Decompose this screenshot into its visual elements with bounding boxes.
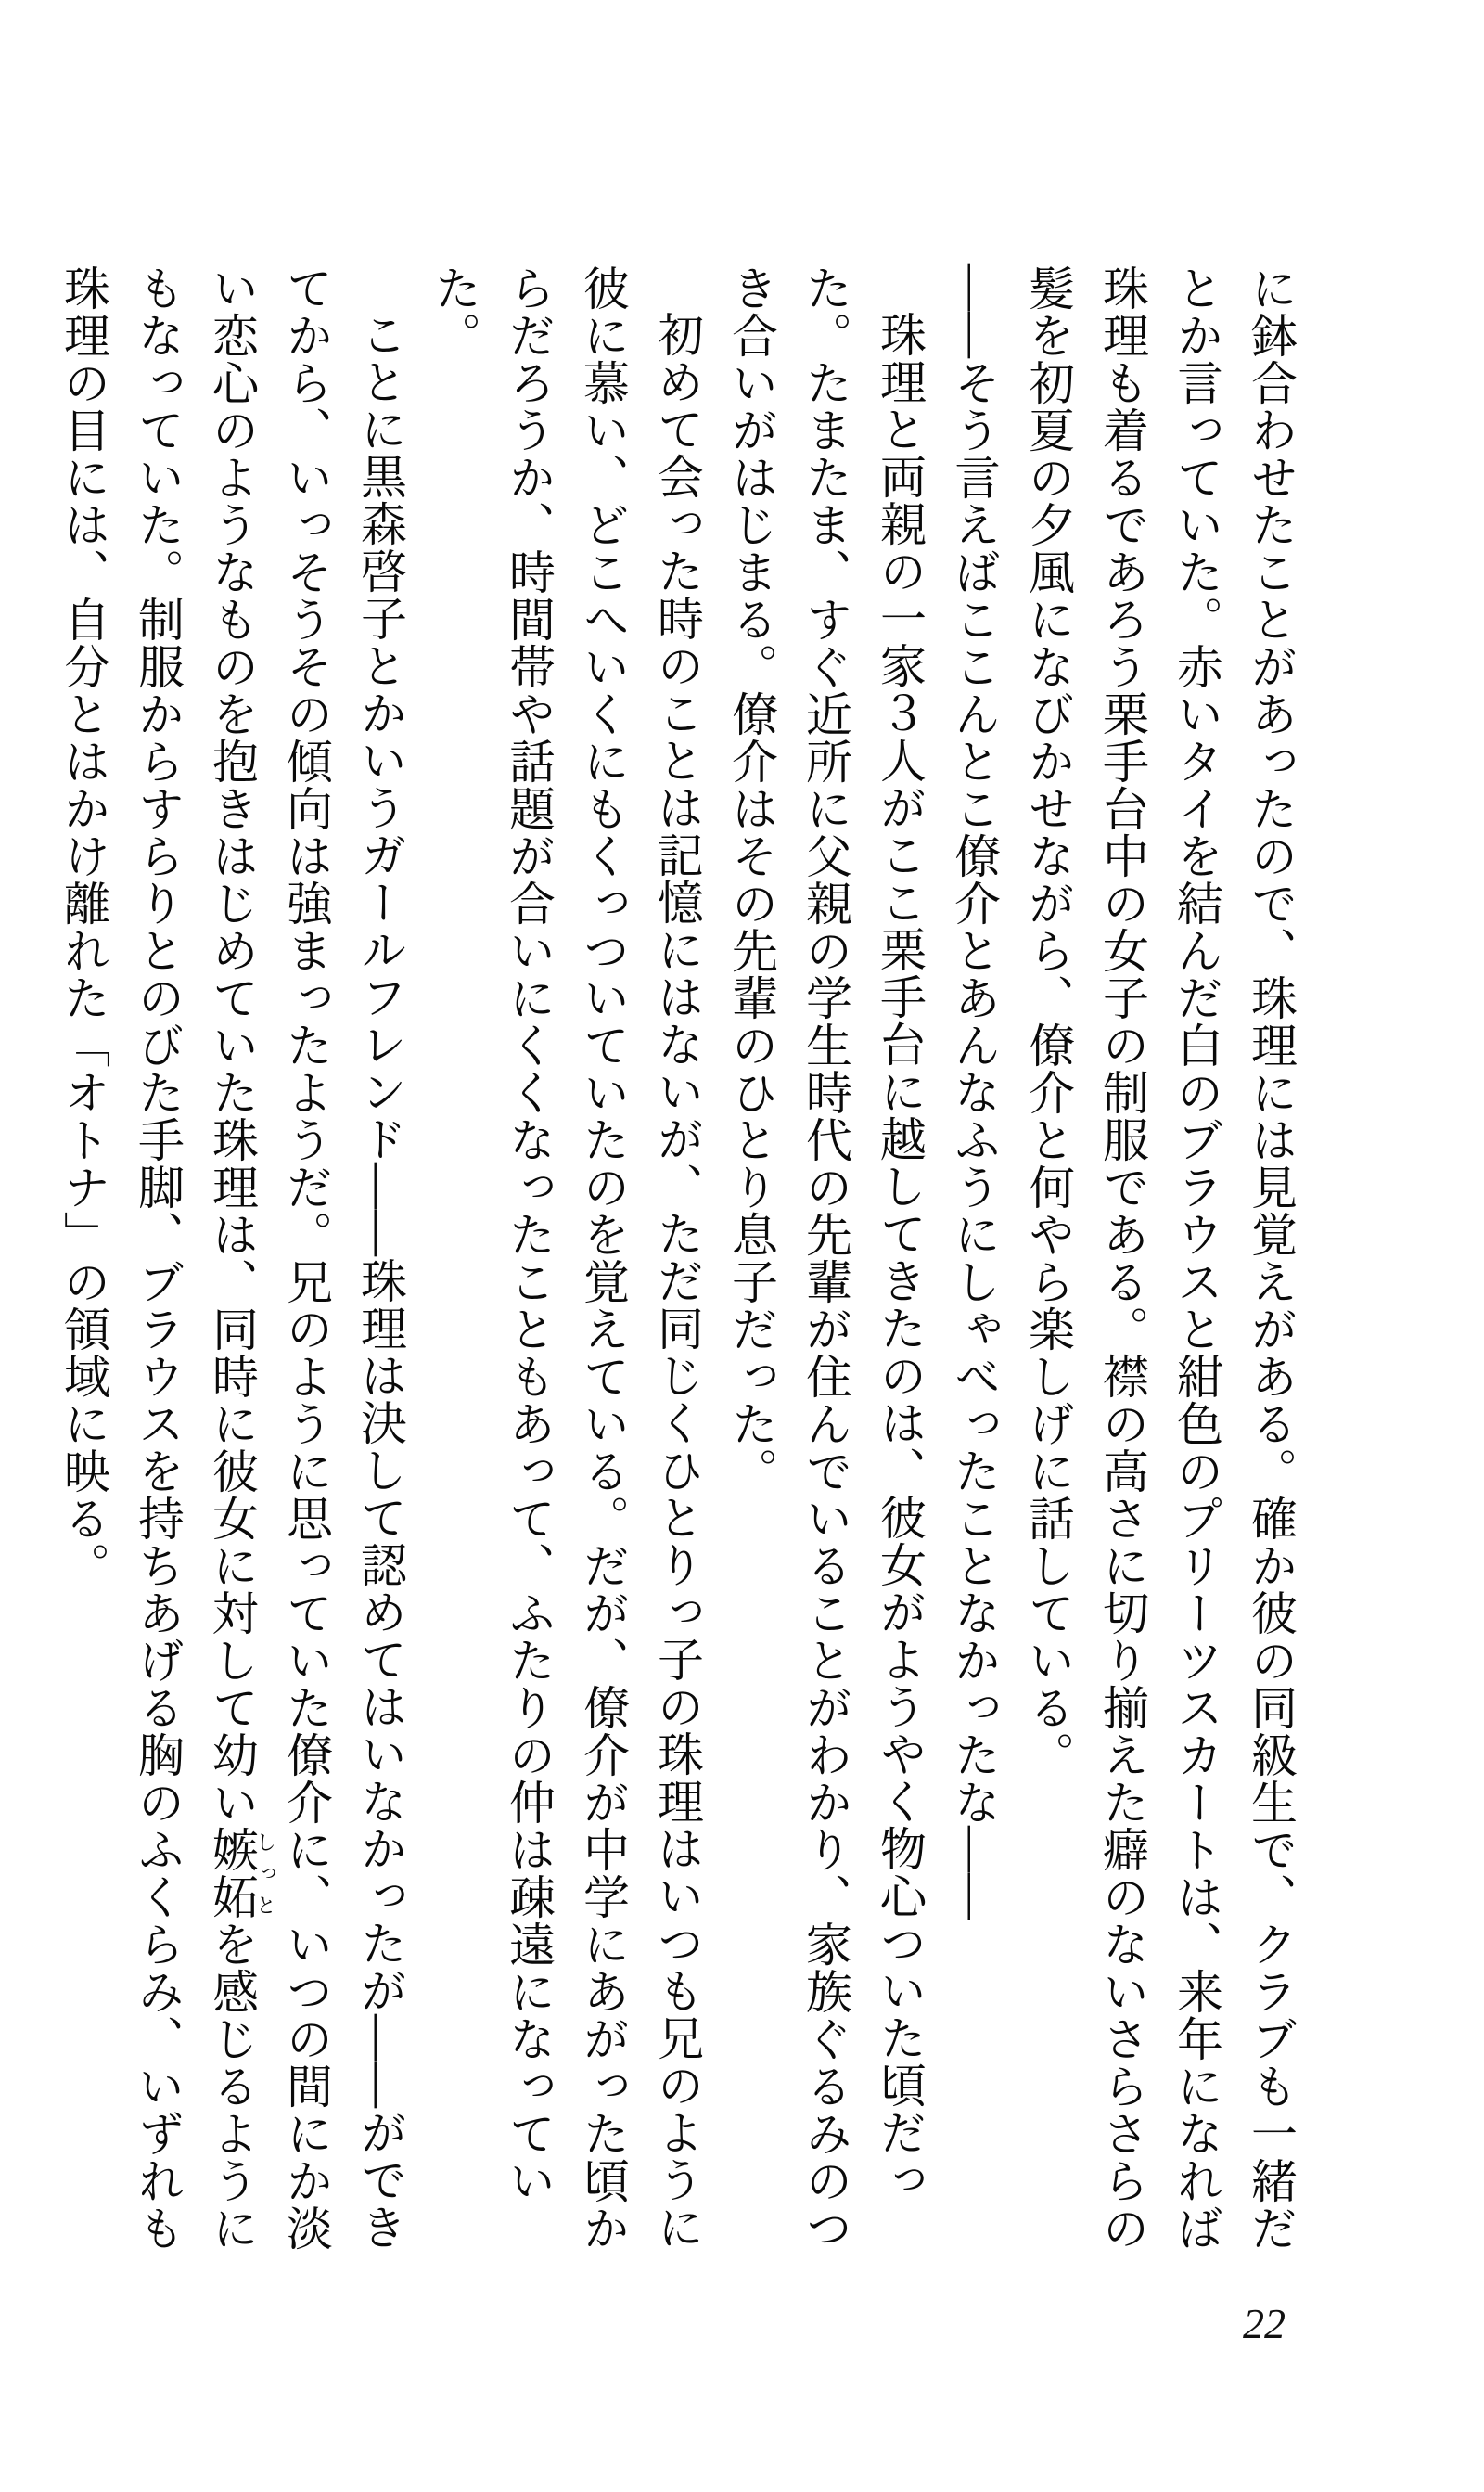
furigana-base-text: 嫉妬 xyxy=(206,1826,258,1920)
paragraph-jealousy xyxy=(46,264,417,2259)
text-after-furigana: を感じるようにもなっていた。制服からすらりとのびた手脚、ブラウスを持ちあげる胸のふくらみ、いずれも珠理の目には、自分とはかけ離れた「オトナ」の領域に映る。 xyxy=(58,264,258,2252)
paragraph-inner-monologue: ――そう言えばここんとこ僚介とあんなふうにしゃべったことなかったな―― xyxy=(948,264,1000,1920)
paragraph-family-moving: 珠理と両親の一家３人がここ栗手台に越してきたのは、彼女がようやく物心ついた頃だった。たまたま、すぐ近所に父親の学生時代の先輩が住んでいることがわかり、家族ぐるみのつき合いがはじまる。僚介はその先輩のひとり息子だった。 xyxy=(725,264,926,2252)
vertical-text-block xyxy=(58,264,1308,2259)
furigana-annotation xyxy=(206,1826,277,1920)
furigana-reading: しっと xyxy=(253,1826,277,1920)
paragraph-childhood-memory: 初めて会った時のことは記憶にはないが、ただ同じくひとりっ子の珠理はいつも兄のように彼に慕い、どこへいくにもくっついていたのを覚えている。だが、僚介が中学にあがった頃からだろうか、時間帯や話題が合いにくくなったこともあって、ふたりの仲は疎遠になっていた。 xyxy=(429,264,703,2252)
paragraph-continuation: に鉢合わせたことがあったので、珠理には見覚えがある。確か彼の同級生で、クラブも一緒だとか言っていた。赤いタイを結んだ白のブラウスと紺色のプリーツスカートは、来年になれば珠理も着るであろう栗手台中の女子の制服である。襟の高さに切り揃えた癖のないさらさらの髪を初夏の夕風になびかせながら、僚介と何やら楽しげに話している。 xyxy=(1022,264,1297,2252)
text-before-furigana: ことに黒森啓子とかいうガールフレンド――珠理は決して認めてはいなかったが――ができてから、いっそうその傾向は強まったようだ。兄のように思っていた僚介に、いつの間にか淡い恋心のようなものを抱きはじめていた珠理は、同時に彼女に対して幼い xyxy=(206,264,406,2252)
page-number: 22 xyxy=(1243,2300,1286,2347)
